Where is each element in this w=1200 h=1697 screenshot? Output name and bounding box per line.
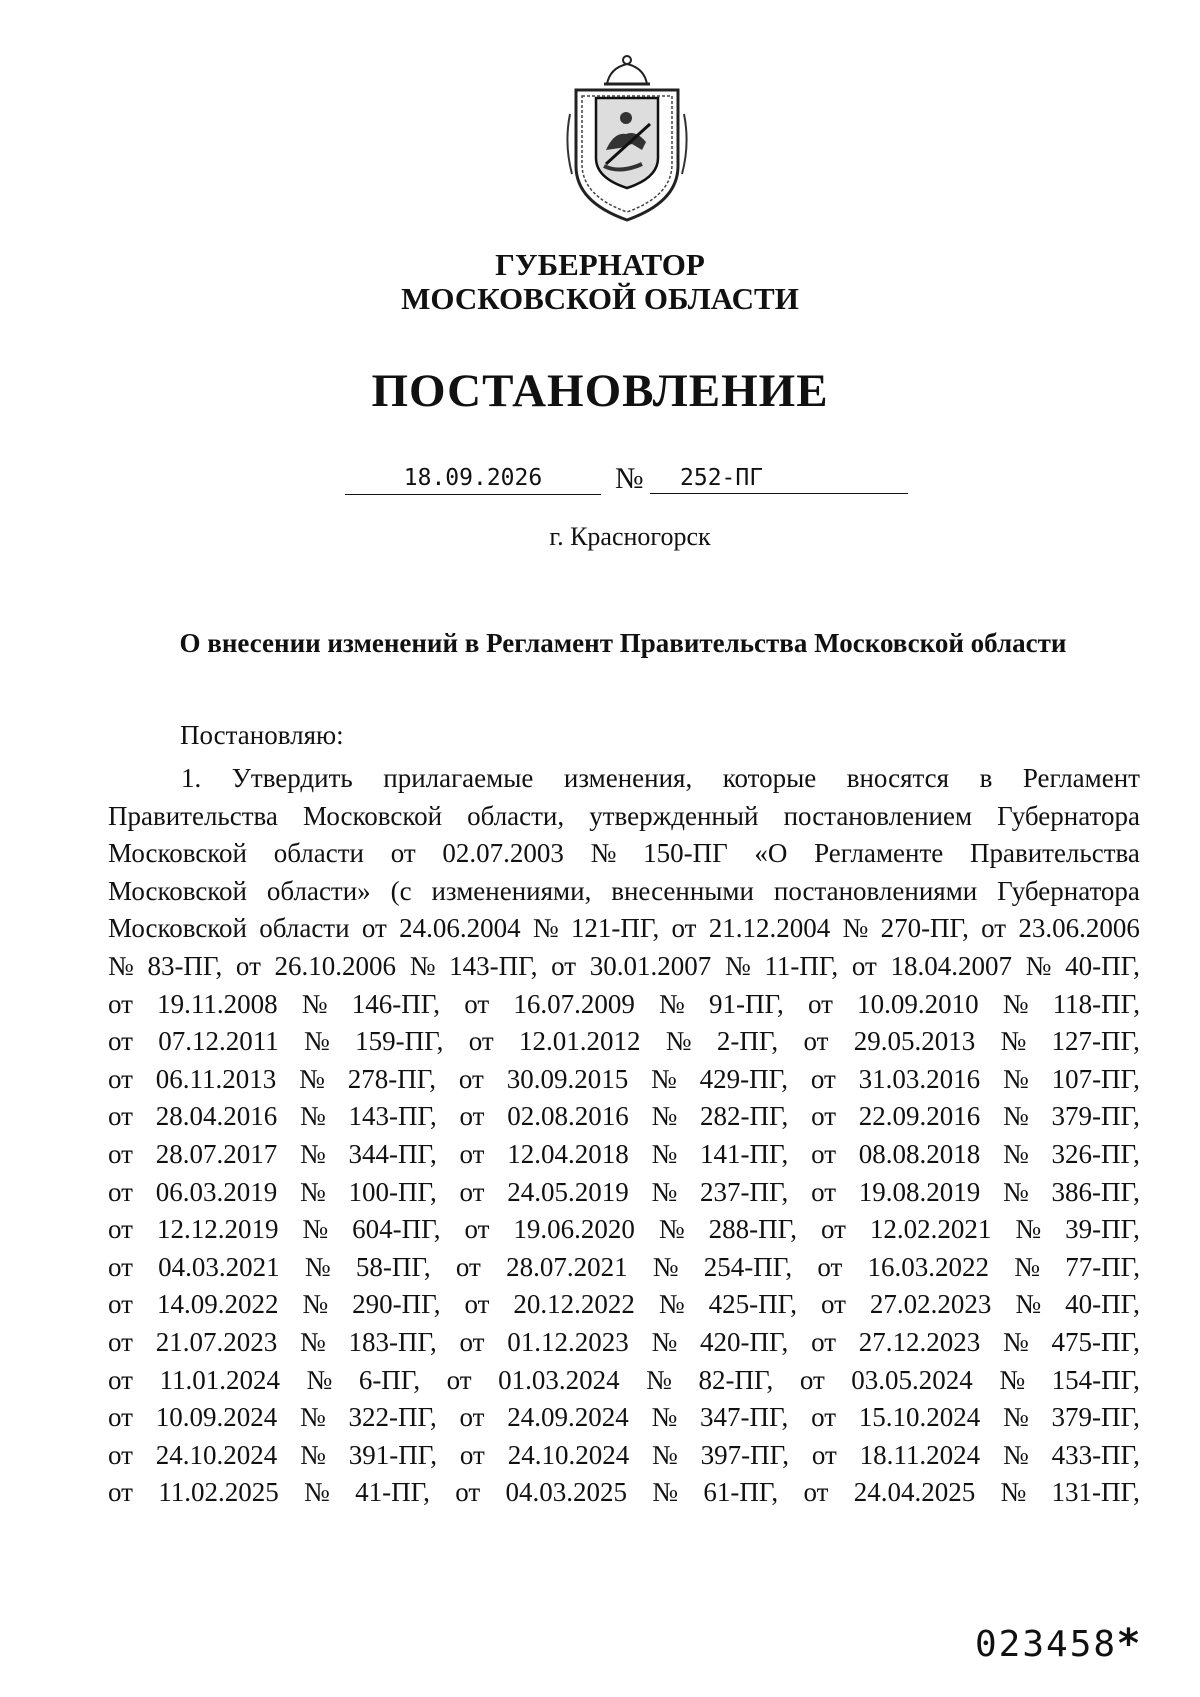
body-word: 11.01.2024 <box>159 1364 280 1395</box>
body-word: 02.07.2003 <box>442 838 564 869</box>
body-word: 2-ПГ, <box>716 1026 779 1057</box>
body-word: Правительства <box>969 838 1140 869</box>
body-word: 01.12.2023 <box>507 1326 629 1357</box>
body-word: области <box>273 838 364 869</box>
body-word: 58-ПГ, <box>355 1251 431 1282</box>
body-word: 24.05.2019 <box>507 1176 629 1207</box>
body-word: 290-ПГ, <box>352 1289 441 1320</box>
body-word: Московской <box>108 875 248 906</box>
body-word: 91-ПГ, <box>708 988 784 1019</box>
body-word: № <box>299 1176 326 1207</box>
body-word: от <box>459 1326 485 1357</box>
body-word: № <box>1002 1063 1029 1094</box>
body-word: от <box>811 1326 837 1357</box>
body-word: от <box>455 1477 481 1508</box>
body-word: № <box>1014 1251 1040 1282</box>
body-word: от <box>108 1214 133 1245</box>
body-word: № <box>651 1326 678 1357</box>
body-word: № <box>842 913 869 944</box>
body-word: от <box>446 1364 472 1395</box>
body-word: 429-ПГ, <box>699 1063 788 1094</box>
body-word: 107-ПГ, <box>1051 1063 1140 1094</box>
body-word: Московской <box>108 913 248 944</box>
body-word: 10.09.2024 <box>155 1402 278 1433</box>
body-word: № <box>304 1026 330 1057</box>
body-word: от <box>811 1101 837 1132</box>
body-word: от <box>108 1402 133 1433</box>
body-word: 23.06.2006 <box>1018 913 1140 944</box>
body-word: в <box>979 763 993 793</box>
body-word: Московской <box>108 838 248 869</box>
body-word: от <box>108 1439 133 1470</box>
body-word: № <box>1015 1289 1042 1320</box>
body-word: 61-ПГ, <box>703 1477 779 1508</box>
body-word: 11.02.2025 <box>158 1477 279 1508</box>
body-word: № <box>1000 1477 1027 1508</box>
body-word: 06.03.2019 <box>155 1176 278 1207</box>
body-word: № <box>409 950 436 981</box>
body-word: от <box>803 1477 829 1508</box>
body-line <box>108 798 1140 836</box>
body-word: 604-ПГ, <box>352 1214 441 1245</box>
body-word: 22.09.2016 <box>858 1101 981 1132</box>
body-word: 83-ПГ, <box>147 950 223 981</box>
body-word: № <box>1003 1402 1029 1433</box>
body-word: от <box>108 1289 133 1320</box>
body-word: № <box>1015 1214 1042 1245</box>
body-word: № <box>108 950 134 981</box>
body-word: изменениями, <box>431 875 592 906</box>
body-word: от <box>108 1251 133 1282</box>
body-line <box>108 1061 1140 1099</box>
body-word: № <box>1025 950 1052 981</box>
decree-word: Постановляю: <box>180 720 344 750</box>
body-word: 21.12.2004 <box>708 913 831 944</box>
body-word: 433-ПГ, <box>1051 1439 1140 1470</box>
document-body <box>108 760 1140 1512</box>
body-word: 41-ПГ, <box>355 1477 430 1508</box>
body-word: от <box>464 988 490 1019</box>
body-word: 254-ПГ, <box>703 1251 793 1282</box>
body-word: 14.09.2022 <box>156 1289 279 1320</box>
body-word: № <box>590 838 617 869</box>
body-word: 16.03.2022 <box>867 1251 989 1282</box>
body-word: № <box>1003 1138 1029 1169</box>
body-word: Московской <box>303 800 443 831</box>
body-word: от <box>803 1026 829 1057</box>
body-word: № <box>999 1364 1026 1395</box>
body-word: № <box>646 1364 672 1395</box>
body-word: постановлениями <box>773 875 978 906</box>
body-word: 282-ПГ, <box>700 1101 789 1132</box>
body-word: 28.07.2021 <box>506 1251 628 1282</box>
body-word: № <box>651 1063 677 1094</box>
body-word: от <box>810 1063 836 1094</box>
body-word: 26.10.2006 <box>274 950 397 981</box>
body-word: № <box>299 1402 326 1433</box>
body-word: № <box>1000 1026 1027 1057</box>
body-word: (с <box>390 875 412 906</box>
body-word: от <box>459 1101 485 1132</box>
body-word: 10.09.2010 <box>857 988 979 1019</box>
body-word: № <box>306 1364 333 1395</box>
body-word: 24.09.2024 <box>507 1402 629 1433</box>
body-word: 425-ПГ, <box>708 1289 797 1320</box>
body-word: 18.11.2024 <box>859 1439 981 1470</box>
body-word: от <box>108 1364 133 1395</box>
body-word: № <box>1002 1439 1029 1470</box>
body-word: от <box>468 1026 494 1057</box>
body-word: 40-ПГ, <box>1065 950 1140 981</box>
issue-city: г. Красногорск <box>549 522 711 551</box>
body-word: 40-ПГ, <box>1065 1289 1140 1320</box>
body-word: № <box>302 1289 329 1320</box>
body-word: 118-ПГ, <box>1052 988 1140 1019</box>
body-word: 30.01.2007 <box>589 950 712 981</box>
body-word: 475-ПГ, <box>1051 1326 1140 1357</box>
body-word: 322-ПГ, <box>348 1402 437 1433</box>
body-word: 379-ПГ, <box>1051 1101 1140 1132</box>
body-word: от <box>820 1214 846 1245</box>
body-line <box>108 1286 1140 1324</box>
body-word: от <box>811 1176 837 1207</box>
body-word: от <box>807 988 833 1019</box>
body-word: № <box>299 1138 326 1169</box>
body-word: № <box>652 1477 679 1508</box>
body-word: 183-ПГ, <box>348 1326 437 1357</box>
body-line <box>108 1437 1140 1475</box>
body-word: № <box>532 913 559 944</box>
document-date: 18.09.2026 <box>345 462 601 495</box>
body-word: 24.10.2024 <box>507 1439 630 1470</box>
body-word: № <box>658 1289 685 1320</box>
body-word: 07.12.2011 <box>158 1026 279 1057</box>
body-word: 31.03.2016 <box>858 1063 981 1094</box>
body-word: 150-ПГ <box>643 838 728 869</box>
body-word: постановлением <box>783 800 973 831</box>
body-word: 03.05.2024 <box>851 1364 973 1395</box>
body-word: 159-ПГ, <box>355 1026 444 1057</box>
body-word: от <box>464 1289 490 1320</box>
body-word: 29.05.2013 <box>853 1026 976 1057</box>
body-word: от <box>551 950 577 981</box>
body-word: Губернатора <box>997 800 1140 831</box>
body-word: 344-ПГ, <box>348 1138 437 1169</box>
body-line <box>108 986 1140 1024</box>
body-word: от <box>108 1326 133 1357</box>
body-word: 27.02.2023 <box>869 1289 992 1320</box>
body-word: от <box>459 1176 485 1207</box>
body-word: Утвердить <box>231 763 353 793</box>
body-word: 19.11.2008 <box>157 988 278 1019</box>
body-word: 28.07.2017 <box>155 1138 278 1169</box>
body-word: 24.06.2004 <box>399 913 521 944</box>
body-word: 127-ПГ, <box>1051 1026 1140 1057</box>
body-word: 02.08.2016 <box>507 1101 629 1132</box>
body-word: от <box>108 1138 133 1169</box>
body-word: области» <box>266 875 371 906</box>
body-word: 278-ПГ, <box>347 1063 437 1094</box>
body-word: изменения, <box>563 763 693 793</box>
body-word: от <box>459 1138 485 1169</box>
body-word: от <box>459 1402 485 1433</box>
body-word: 379-ПГ, <box>1051 1402 1140 1433</box>
body-word: № <box>1003 1176 1029 1207</box>
body-word: 28.04.2016 <box>155 1101 278 1132</box>
body-line <box>108 1174 1140 1212</box>
body-word: 326-ПГ, <box>1051 1138 1140 1169</box>
body-word: от <box>235 950 261 981</box>
body-word: от <box>108 988 133 1019</box>
body-line <box>108 910 1140 948</box>
body-line <box>108 1474 1140 1512</box>
body-word: № <box>304 1477 330 1508</box>
body-word: 06.11.2013 <box>155 1063 277 1094</box>
body-line <box>108 1098 1140 1136</box>
body-word: 19.08.2019 <box>858 1176 981 1207</box>
body-word: которые <box>722 763 817 793</box>
body-line <box>108 1362 1140 1400</box>
body-word: от <box>458 1063 484 1094</box>
body-word: 12.12.2019 <box>156 1214 279 1245</box>
body-word: 08.08.2018 <box>858 1138 981 1169</box>
body-word: 16.07.2009 <box>513 988 635 1019</box>
body-word: от <box>799 1364 825 1395</box>
body-word: от <box>455 1251 481 1282</box>
body-word: № <box>651 1176 678 1207</box>
serial-mark: * <box>1118 1621 1139 1667</box>
body-word: 04.03.2025 <box>505 1477 627 1508</box>
body-word: 420-ПГ, <box>700 1326 789 1357</box>
body-word: 6-ПГ, <box>358 1364 421 1395</box>
body-word: Губернатора <box>997 875 1140 906</box>
body-word: № <box>301 988 328 1019</box>
body-word: от <box>811 1138 837 1169</box>
body-word: от <box>820 1289 846 1320</box>
body-word: от <box>811 1402 837 1433</box>
body-line <box>108 1399 1140 1437</box>
body-word: от <box>361 913 387 944</box>
body-word: № <box>724 950 751 981</box>
body-word: 77-ПГ, <box>1065 1251 1140 1282</box>
document-subject: О внесении изменений в Регламент Правительства Московской области <box>179 628 1067 658</box>
body-word: 27.12.2023 <box>858 1326 981 1357</box>
body-word: № <box>651 1138 678 1169</box>
body-word: № <box>299 1063 325 1094</box>
body-word: от <box>108 1477 133 1508</box>
body-word: 141-ПГ, <box>700 1138 789 1169</box>
body-word: 12.04.2018 <box>507 1138 629 1169</box>
body-word: 15.10.2024 <box>858 1402 981 1433</box>
body-word: 82-ПГ, <box>698 1364 774 1395</box>
body-word: 386-ПГ, <box>1051 1176 1140 1207</box>
body-word: прилагаемые <box>383 763 534 793</box>
body-word: № <box>1002 988 1029 1019</box>
body-word: № <box>652 1439 678 1470</box>
body-line <box>108 1324 1140 1362</box>
body-word: № <box>304 1251 331 1282</box>
body-word: № <box>658 1214 685 1245</box>
body-word: № <box>1003 1101 1029 1132</box>
body-word: от <box>390 838 416 869</box>
body-word: 397-ПГ, <box>700 1439 789 1470</box>
body-word: 391-ПГ, <box>348 1439 438 1470</box>
body-word: от <box>108 1101 133 1132</box>
body-word: 20.12.2022 <box>513 1289 635 1320</box>
body-word: 12.01.2012 <box>518 1026 641 1057</box>
body-word: 39-ПГ, <box>1065 1214 1140 1245</box>
document-number: 252-ПГ <box>650 462 908 494</box>
body-word: 237-ПГ, <box>700 1176 789 1207</box>
body-word: от <box>108 1026 133 1057</box>
body-word: от <box>817 1251 843 1282</box>
body-word: от <box>671 913 697 944</box>
body-word: 24.04.2025 <box>853 1477 976 1508</box>
body-word: 30.09.2015 <box>506 1063 629 1094</box>
body-word: 288-ПГ, <box>708 1214 797 1245</box>
body-word: утвержденный <box>589 800 759 831</box>
body-word: 01.03.2024 <box>498 1364 620 1395</box>
body-word: 21.07.2023 <box>155 1326 278 1357</box>
body-word: № <box>651 1101 678 1132</box>
body-word: от <box>851 950 877 981</box>
issuer-region: МОСКОВСКОЙ ОБЛАСТИ <box>401 281 799 316</box>
body-line <box>108 1211 1140 1249</box>
body-word: № <box>299 1326 326 1357</box>
body-line <box>108 835 1140 873</box>
body-word: 347-ПГ, <box>700 1402 789 1433</box>
body-line <box>108 1023 1140 1061</box>
body-word: № <box>300 1439 326 1470</box>
body-line <box>108 1249 1140 1287</box>
document-type: ПОСТАНОВЛЕНИЕ <box>371 365 829 417</box>
body-word: от <box>108 1063 133 1094</box>
body-word: 143-ПГ, <box>449 950 538 981</box>
body-word: 04.03.2021 <box>158 1251 280 1282</box>
body-word: 1. <box>181 763 202 793</box>
body-word: внесенными <box>611 875 754 906</box>
body-word: области, <box>467 800 565 831</box>
body-word: Правительства <box>108 800 278 831</box>
body-word: вносятся <box>846 763 950 793</box>
body-word: 11-ПГ, <box>764 950 839 981</box>
body-word: 121-ПГ, <box>570 913 660 944</box>
body-word: № <box>302 1214 329 1245</box>
body-word: Регламенте <box>814 838 944 869</box>
body-word: 131-ПГ, <box>1051 1477 1140 1508</box>
body-word: области <box>259 913 350 944</box>
body-word: «О <box>754 838 788 869</box>
body-word: 146-ПГ, <box>351 988 441 1019</box>
body-word: № <box>659 988 685 1019</box>
body-word: 154-ПГ, <box>1051 1364 1140 1395</box>
body-word: Регламент <box>1022 763 1140 793</box>
body-word: от <box>464 1214 490 1245</box>
serial-number: 023458 <box>975 1624 1118 1665</box>
body-word: № <box>652 1251 679 1282</box>
body-word: от <box>811 1439 837 1470</box>
body-line <box>108 873 1140 911</box>
body-line <box>108 1136 1140 1174</box>
body-word: 12.02.2021 <box>869 1214 992 1245</box>
body-word: 143-ПГ, <box>348 1101 437 1132</box>
body-word: № <box>1003 1326 1029 1357</box>
body-word: 18.04.2007 <box>890 950 1012 981</box>
body-word: № <box>299 1101 326 1132</box>
body-word: 19.06.2020 <box>513 1214 635 1245</box>
body-word: 270-ПГ, <box>880 913 969 944</box>
body-word: от <box>981 913 1007 944</box>
body-word: от <box>459 1439 485 1470</box>
body-word: № <box>665 1026 692 1057</box>
body-word: № <box>651 1402 678 1433</box>
coat-of-arms-icon <box>562 54 692 224</box>
body-line <box>108 948 1140 986</box>
body-word: 100-ПГ, <box>348 1176 437 1207</box>
body-word: от <box>108 1176 133 1207</box>
body-word: 24.10.2024 <box>155 1439 278 1470</box>
number-sign: № <box>615 462 644 495</box>
issuer-title: ГУБЕРНАТОР <box>495 247 705 282</box>
body-line <box>108 760 1140 798</box>
